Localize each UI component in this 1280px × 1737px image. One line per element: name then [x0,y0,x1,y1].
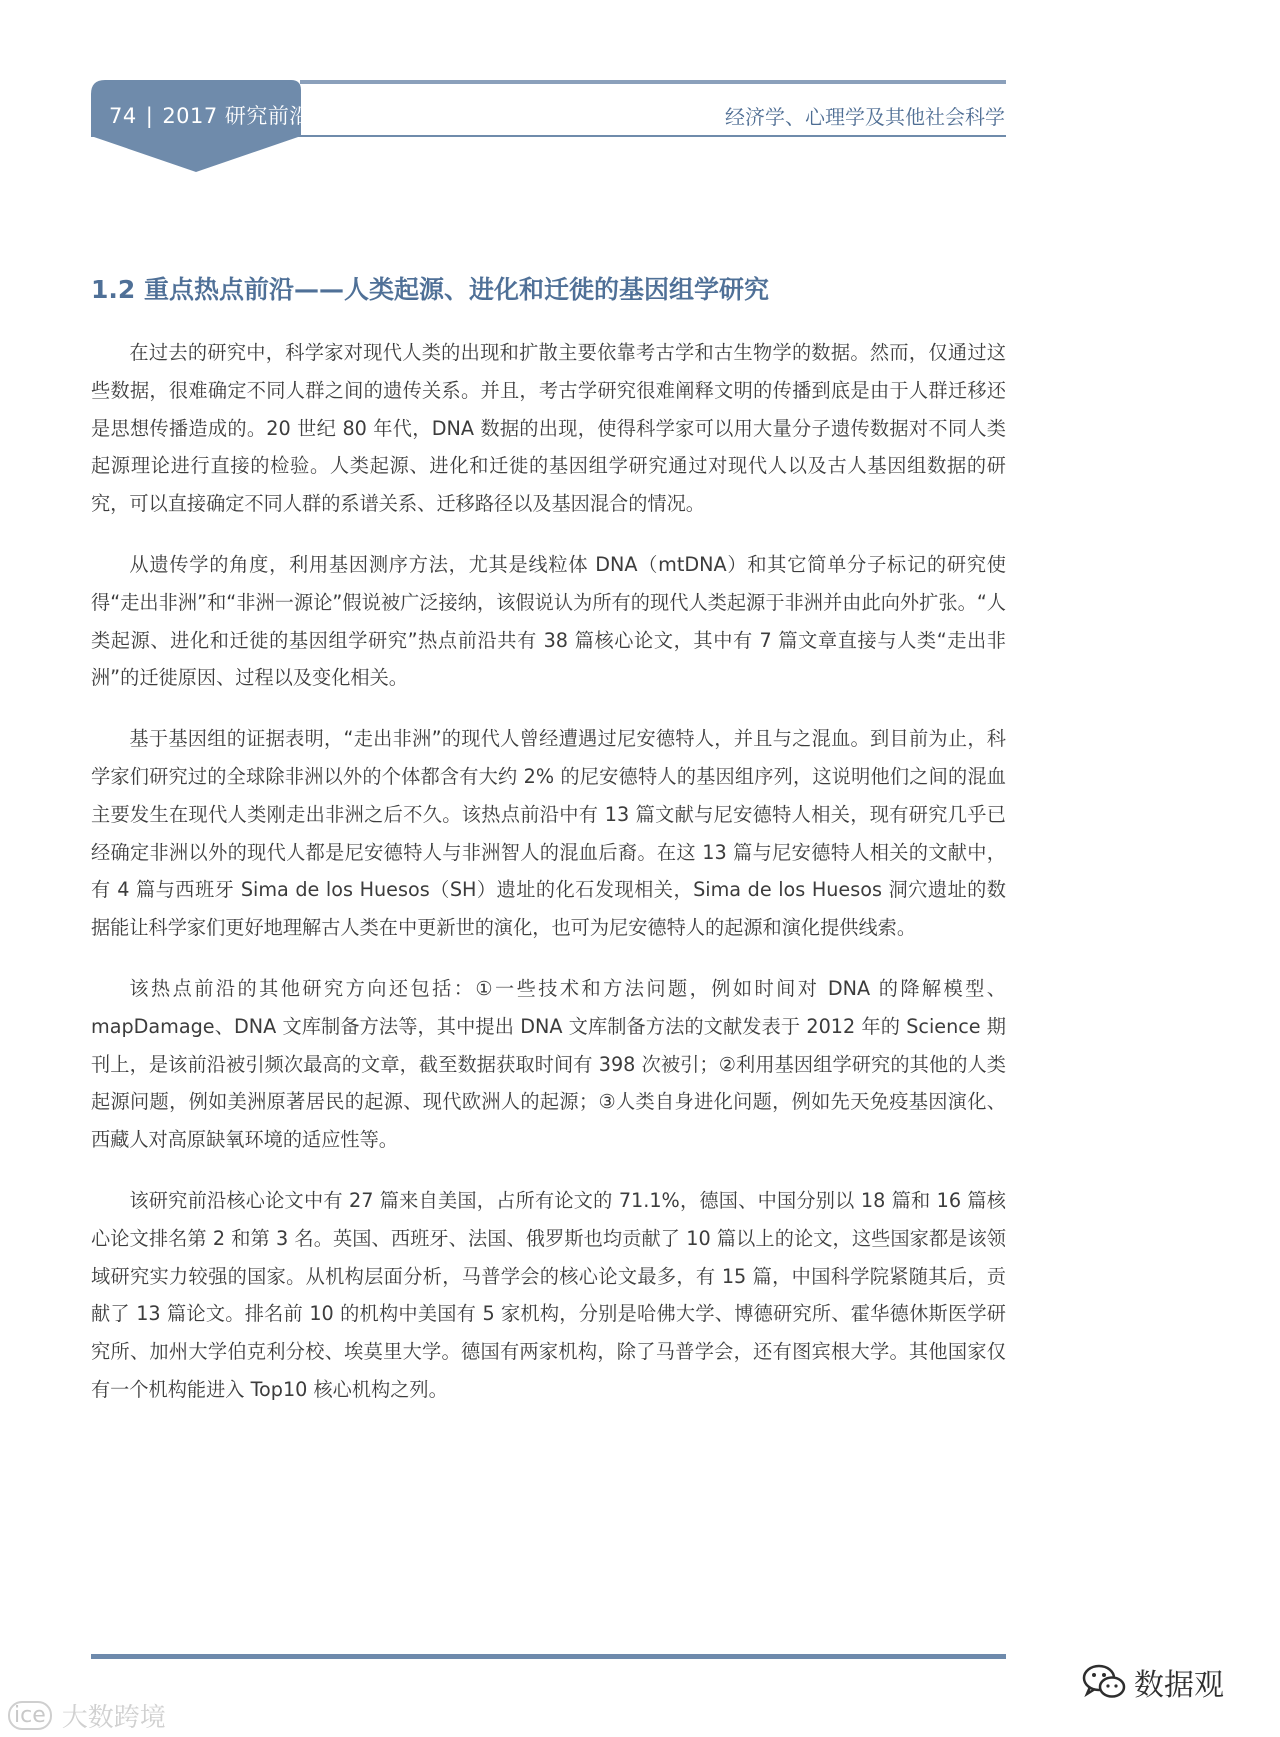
paragraph-4: 该热点前沿的其他研究方向还包括：①一些技术和方法问题，例如时间对 DNA 的降解模型、mapDamage、DNA 文库制备方法等，其中提出 DNA 文库制备方法的文献发表于 2012 年的 Science 期刊上，是该前沿被引频次最高的文章，截至数据获取时间有 398 次被引；②利用基因组学研究的其他的人类起源问题，例如美洲原著居民的起源、现代欧洲人的起源；③人类自身进化问题，例如先天免疫基因演化、西藏人对高原缺氧环境的适应性等。 [91,976,1006,1152]
body-text [91,334,1006,1432]
header-tab [91,80,315,172]
report-title: 2017 研究前沿 [162,104,311,128]
section-title: 1.2 重点热点前沿——人类起源、进化和迁徙的基因组学研究 [91,275,769,304]
watermark-right [1082,1660,1224,1704]
header-tab-text [109,100,311,130]
paragraph-3: 基于基因组的证据表明，“走出非洲”的现代人曾经遭遇过尼安德特人，并且与之混血。到目前为止，科学家们研究过的全球除非洲以外的个体都含有大约 2% 的尼安德特人的基因组序列，这说明他们之间的混血主要发生在现代人类刚走出非洲之后不久。该热点前沿中有 13 篇文献与尼安德特人相关，现有研究几乎已经确定非洲以外的现代人都是尼安德特人与非洲智人的混血后裔。在这 13 篇与尼安德特人相关的文献中，有 4 篇与西班牙 Sima de los Huesos（SH）遗址的化石发现相关，Sima de los Huesos 洞穴遗址的数据能让科学家们更好地理解古人类在中更新世的演化，也可为尼安德特人的起源和演化提供线索。 [91,727,1006,940]
header-top-rule [300,80,1006,84]
wechat-icon [1082,1663,1126,1701]
paragraph-1: 在过去的研究中，科学家对现代人类的出现和扩散主要依靠考古学和古生物学的数据。然而，仅通过这些数据，很难确定不同人群之间的遗传关系。并且，考古学研究很难阐释文明的传播到底是由于人群迁移还是思想传播造成的。20 世纪 80 年代，DNA 数据的出现，使得科学家可以用大量分子遗传数据对不同人类起源理论进行直接的检验。人类起源、进化和迁徙的基因组学研究通过对现代人以及古人基因组数据的研究，可以直接确定不同人群的系谱关系、迁移路径以及基因混合的情况。 [91,341,1006,516]
page-number: 74 [109,104,137,128]
watermark-right-text: 数据观 [1134,1668,1224,1703]
watermark-left [8,1697,166,1734]
watermark-left-logo: ice [8,1701,52,1730]
watermark-left-text: 大数跨境 [61,1703,166,1733]
section-label: 经济学、心理学及其他社会科学 [725,105,1005,129]
footer-rule [91,1654,1006,1659]
header-rule [91,135,1006,137]
paragraph-2: 从遗传学的角度，利用基因测序方法，尤其是线粒体 DNA（mtDNA）和其它简单分子标记的研究使得“走出非洲”和“非洲一源论”假说被广泛接纳，该假说认为所有的现代人类起源于非洲并由此向外扩张。“人类起源、进化和迁徙的基因组学研究”热点前沿共有 38 篇核心论文，其中有 7 篇文章直接与人类“走出非洲”的迁徙原因、过程以及变化相关。 [91,552,1006,690]
paragraph-5: 该研究前沿核心论文中有 27 篇来自美国，占所有论文的 71.1%，德国、中国分别以 18 篇和 16 篇核心论文排名第 2 和第 3 名。英国、西班牙、法国、俄罗斯也均贡献了 10 篇以上的论文，这些国家都是该领域研究实力较强的国家。从机构层面分析，马普学会的核心论文最多，有 15 篇，中国科学院紧随其后，贡献了 13 篇论文。排名前 10 的机构中美国有 5 家机构，分别是哈佛大学、博德研究所、霍华德休斯医学研究所、加州大学伯克利分校、埃莫里大学。德国有两家机构，除了马普学会，还有图宾根大学。其他国家仅有一个机构能进入 Top10 核心机构之列。 [91,1188,1006,1401]
header-separator: | [145,104,154,128]
